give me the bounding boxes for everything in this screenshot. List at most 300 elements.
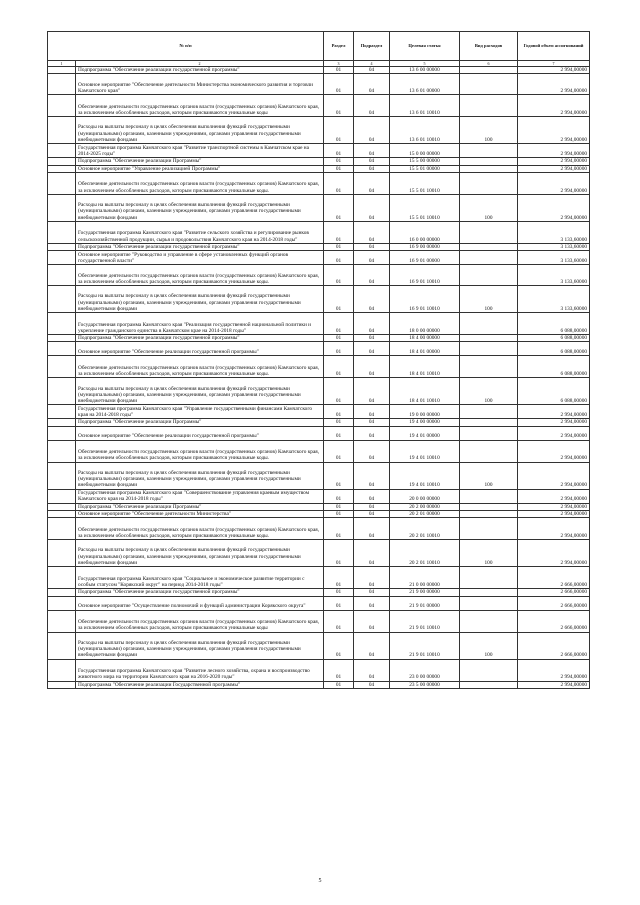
row-name-cell: Основное мероприятие "Управление реализацией Программы" <box>76 165 324 172</box>
row-expense-type-cell <box>460 243 518 250</box>
row-amount-cell: 2 994,00000 <box>518 503 590 510</box>
row-podrazdel-cell: 04 <box>354 462 390 489</box>
row-podrazdel-cell: 04 <box>354 426 390 440</box>
row-index-cell <box>48 172 76 194</box>
row-name-cell: Расходы на выплаты персоналу в целях обеспечения выполнения функций государственными (муниципальными) органами, казенными учреждениями, органами управления государственными внебюджетными фондами <box>76 286 324 313</box>
row-target-article-cell: 13 6 01 10010 <box>390 95 460 117</box>
row-podrazdel-cell: 04 <box>354 95 390 117</box>
table-row <box>48 194 590 221</box>
row-target-article-cell: 16 0 00 00000 <box>390 221 460 243</box>
row-expense-type-cell <box>460 518 518 540</box>
table-row <box>48 158 590 165</box>
row-expense-type-cell <box>460 67 518 74</box>
row-name-cell: Подпрограмма "Обеспечение реализации государственной программы" <box>76 335 324 342</box>
row-expense-type-cell <box>460 313 518 335</box>
row-expense-type-cell <box>460 440 518 462</box>
column-number: 3 <box>324 61 354 67</box>
row-podrazdel-cell: 04 <box>354 356 390 378</box>
row-index-cell <box>48 540 76 567</box>
row-expense-type-cell <box>460 265 518 286</box>
row-name-cell: Основное мероприятие "Обеспечение деятельности Министерства" <box>76 511 324 518</box>
row-target-article-cell: 19 4 01 00000 <box>390 426 460 440</box>
row-name-cell: Обеспечение деятельности государственных органов власти (государственных органов) Камчатского края, за исключением обособленных расходов, которым присваиваются уникальные коды. <box>76 518 324 540</box>
row-amount-cell: 2 994,00000 <box>518 426 590 440</box>
row-expense-type-cell <box>460 221 518 243</box>
row-target-article-cell: 16 9 01 10010 <box>390 286 460 313</box>
row-name-cell: Расходы на выплаты персоналу в целях обеспечения выполнения функций государственными (муниципальными) органами, казенными учреждениями, органами управления государственными внебюджетными фондами <box>76 540 324 567</box>
row-amount-cell: 2 994,00000 <box>518 659 590 681</box>
table-row <box>48 251 590 265</box>
row-amount-cell: 2 994,00000 <box>518 165 590 172</box>
row-index-cell <box>48 462 76 489</box>
table-row <box>48 632 590 659</box>
row-podrazdel-cell: 04 <box>354 265 390 286</box>
row-expense-type-cell <box>460 489 518 503</box>
row-target-article-cell: 19 4 01 10010 <box>390 440 460 462</box>
row-razdel-cell: 01 <box>324 95 354 117</box>
row-expense-type-cell <box>460 356 518 378</box>
row-name-cell: Подпрограмма "Обеспечение реализации Программы" <box>76 158 324 165</box>
row-target-article-cell: 18 4 00 00000 <box>390 335 460 342</box>
table-row <box>48 405 590 419</box>
row-expense-type-cell <box>460 165 518 172</box>
row-target-article-cell: 16 9 01 00000 <box>390 251 460 265</box>
row-target-article-cell: 20 0 00 00000 <box>390 489 460 503</box>
table-row <box>48 540 590 567</box>
row-index-cell <box>48 221 76 243</box>
table-row <box>48 95 590 117</box>
row-index-cell <box>48 74 76 95</box>
row-expense-type-cell <box>460 589 518 596</box>
table-row <box>48 313 590 335</box>
table-row <box>48 265 590 286</box>
row-podrazdel-cell: 04 <box>354 67 390 74</box>
row-amount-cell: 6 088,00000 <box>518 378 590 405</box>
row-razdel-cell: 01 <box>324 511 354 518</box>
row-index-cell <box>48 426 76 440</box>
table-row <box>48 117 590 144</box>
row-amount-cell: 2 994,00000 <box>518 74 590 95</box>
row-name-cell: Обеспечение деятельности государственных органов власти (государственных органов) Камчатского края, за исключением обособленных расходов, которым присваиваются уникальные коды. <box>76 440 324 462</box>
row-name-cell: Подпрограмма "Обеспечение реализации государственной программы" <box>76 67 324 74</box>
row-podrazdel-cell: 04 <box>354 681 390 688</box>
table-row <box>48 356 590 378</box>
row-razdel-cell: 01 <box>324 165 354 172</box>
row-expense-type-cell <box>460 659 518 681</box>
row-amount-cell: 3 133,60000 <box>518 221 590 243</box>
row-razdel-cell: 01 <box>324 405 354 419</box>
row-podrazdel-cell: 04 <box>354 378 390 405</box>
row-target-article-cell: 19 4 01 10010 <box>390 462 460 489</box>
row-amount-cell: 2 994,00000 <box>518 117 590 144</box>
row-expense-type-cell <box>460 426 518 440</box>
row-amount-cell: 2 994,00000 <box>518 158 590 165</box>
row-target-article-cell: 15 0 00 00000 <box>390 144 460 158</box>
row-index-cell <box>48 286 76 313</box>
row-name-cell: Расходы на выплаты персоналу в целях обеспечения выполнения функций государственными (муниципальными) органами, казенными учреждениями, органами управления государственными внебюджетными фондами <box>76 194 324 221</box>
row-expense-type-cell: 100 <box>460 632 518 659</box>
row-razdel-cell: 01 <box>324 67 354 74</box>
row-expense-type-cell <box>460 511 518 518</box>
row-amount-cell: 2 666,00000 <box>518 589 590 596</box>
column-number: 1 <box>48 61 76 67</box>
row-target-article-cell: 21 9 01 00000 <box>390 596 460 610</box>
header-row <box>48 32 590 61</box>
row-name-cell: Расходы на выплаты персоналу в целях обеспечения выполнения функций государственными (муниципальными) органами, казенными учреждениями, органами управления государственными внебюджетными фондами <box>76 462 324 489</box>
row-name-cell: Основное мероприятие "Обеспечение деятельности Министерства экономического развития и торговли Камчатского края" <box>76 74 324 95</box>
row-amount-cell: 3 133,60000 <box>518 286 590 313</box>
row-amount-cell: 2 994,00000 <box>518 462 590 489</box>
table-row <box>48 419 590 426</box>
row-razdel-cell: 01 <box>324 117 354 144</box>
row-name-cell: Государственная программа Камчатского края "Развитие транспортной системы в Камчатском крае на 2014-2025 годы" <box>76 144 324 158</box>
table-row <box>48 681 590 688</box>
row-amount-cell: 3 133,60000 <box>518 251 590 265</box>
row-target-article-cell: 15 5 01 00000 <box>390 165 460 172</box>
row-razdel-cell: 01 <box>324 596 354 610</box>
table-row <box>48 335 590 342</box>
row-podrazdel-cell: 04 <box>354 632 390 659</box>
row-podrazdel-cell: 04 <box>354 405 390 419</box>
row-amount-cell: 6 088,00000 <box>518 335 590 342</box>
table-row <box>48 165 590 172</box>
row-index-cell <box>48 95 76 117</box>
row-expense-type-cell: 100 <box>460 117 518 144</box>
row-amount-cell: 2 994,00000 <box>518 440 590 462</box>
row-index-cell <box>48 681 76 688</box>
row-razdel-cell: 01 <box>324 540 354 567</box>
table-row <box>48 610 590 632</box>
row-razdel-cell: 01 <box>324 194 354 221</box>
table-row <box>48 518 590 540</box>
row-target-article-cell: 23 5 00 00000 <box>390 681 460 688</box>
row-index-cell <box>48 518 76 540</box>
row-target-article-cell: 18 4 01 10010 <box>390 356 460 378</box>
row-name-cell: Подпрограмма "Обеспечение реализации Программы" <box>76 419 324 426</box>
row-amount-cell: 2 994,00000 <box>518 540 590 567</box>
row-index-cell <box>48 589 76 596</box>
row-amount-cell: 2 994,00000 <box>518 172 590 194</box>
row-index-cell <box>48 67 76 74</box>
budget-table <box>47 31 590 689</box>
row-index-cell <box>48 610 76 632</box>
header-target-article: Целевая статья <box>390 32 460 61</box>
row-podrazdel-cell: 04 <box>354 286 390 313</box>
column-number: 2 <box>76 61 324 67</box>
row-name-cell: Обеспечение деятельности государственных органов власти (государственных органов) Камчатского края, за исключением обособленных расходов, которым присваиваются уникальные коды. <box>76 356 324 378</box>
row-index-cell <box>48 144 76 158</box>
row-target-article-cell: 13 6 01 00000 <box>390 74 460 95</box>
row-podrazdel-cell: 04 <box>354 596 390 610</box>
row-razdel-cell: 01 <box>324 313 354 335</box>
row-razdel-cell: 01 <box>324 632 354 659</box>
row-target-article-cell: 21 9 01 10010 <box>390 610 460 632</box>
row-index-cell <box>48 659 76 681</box>
table-row <box>48 440 590 462</box>
row-target-article-cell: 15 5 01 10010 <box>390 172 460 194</box>
row-razdel-cell: 01 <box>324 489 354 503</box>
row-podrazdel-cell: 04 <box>354 419 390 426</box>
row-amount-cell: 2 994,00000 <box>518 419 590 426</box>
table-row <box>48 567 590 589</box>
table-row <box>48 286 590 313</box>
row-expense-type-cell <box>460 251 518 265</box>
row-name-cell: Государственная программа Камчатского края "Развитие сельского хозяйства и регулирование рынков сельскохозяйственной продукции, сырья и продовольствия Камчатского края на 2014-2018 годы" <box>76 221 324 243</box>
row-expense-type-cell <box>460 158 518 165</box>
row-razdel-cell: 01 <box>324 589 354 596</box>
row-index-cell <box>48 489 76 503</box>
row-expense-type-cell <box>460 567 518 589</box>
column-number: 6 <box>460 61 518 67</box>
row-name-cell: Расходы на выплаты персоналу в целях обеспечения выполнения функций государственными (муниципальными) органами, казенными учреждениями, органами управления государственными внебюджетными фондами <box>76 117 324 144</box>
column-number: 4 <box>354 61 390 67</box>
row-podrazdel-cell: 04 <box>354 243 390 250</box>
column-number: 7 <box>518 61 590 67</box>
row-index-cell <box>48 440 76 462</box>
row-amount-cell: 2 994,00000 <box>518 518 590 540</box>
row-target-article-cell: 13 6 00 00000 <box>390 67 460 74</box>
row-amount-cell: 2 994,00000 <box>518 144 590 158</box>
row-expense-type-cell: 100 <box>460 378 518 405</box>
row-razdel-cell: 01 <box>324 265 354 286</box>
row-razdel-cell: 01 <box>324 567 354 589</box>
row-razdel-cell: 01 <box>324 74 354 95</box>
row-index-cell <box>48 194 76 221</box>
row-index-cell <box>48 342 76 356</box>
row-name-cell: Подпрограмма "Обеспечение реализации Программы" <box>76 503 324 510</box>
row-amount-cell: 2 666,00000 <box>518 567 590 589</box>
row-podrazdel-cell: 04 <box>354 221 390 243</box>
page-number: 5 <box>318 878 322 884</box>
row-podrazdel-cell: 04 <box>354 489 390 503</box>
row-amount-cell: 2 994,00000 <box>518 405 590 419</box>
row-index-cell <box>48 503 76 510</box>
row-index-cell <box>48 265 76 286</box>
table-row <box>48 144 590 158</box>
table-body <box>48 67 590 689</box>
row-podrazdel-cell: 04 <box>354 610 390 632</box>
row-podrazdel-cell: 04 <box>354 74 390 95</box>
row-expense-type-cell <box>460 172 518 194</box>
row-podrazdel-cell: 04 <box>354 335 390 342</box>
table-row <box>48 426 590 440</box>
row-amount-cell: 2 994,00000 <box>518 95 590 117</box>
row-name-cell: Государственная программа Камчатского края "Совершенствование управления краевым имуществом Камчатского края на 2014-2018 годы" <box>76 489 324 503</box>
row-expense-type-cell <box>460 144 518 158</box>
row-amount-cell: 2 666,00000 <box>518 632 590 659</box>
table-row <box>48 589 590 596</box>
row-expense-type-cell <box>460 74 518 95</box>
row-razdel-cell: 01 <box>324 681 354 688</box>
table-row <box>48 462 590 489</box>
row-target-article-cell: 18 0 00 00000 <box>390 313 460 335</box>
row-expense-type-cell <box>460 405 518 419</box>
row-expense-type-cell <box>460 419 518 426</box>
row-name-cell: Государственная программа Камчатского края "Управление государственными финансами Камчатского края на 2014-2018 годы" <box>76 405 324 419</box>
row-name-cell: Основное мероприятие "Осуществление полномочий и функций администрации Корякского округа" <box>76 596 324 610</box>
row-name-cell: Расходы на выплаты персоналу в целях обеспечения выполнения функций государственными (муниципальными) органами, казенными учреждениями, органами управления государственными внебюджетными фондами <box>76 378 324 405</box>
table-row <box>48 243 590 250</box>
row-razdel-cell: 01 <box>324 221 354 243</box>
row-name-cell: Подпрограмма "Обеспечение реализации Государственной программы" <box>76 681 324 688</box>
row-razdel-cell: 01 <box>324 440 354 462</box>
row-razdel-cell: 01 <box>324 378 354 405</box>
row-podrazdel-cell: 04 <box>354 165 390 172</box>
row-razdel-cell: 01 <box>324 426 354 440</box>
row-target-article-cell: 18 4 01 00000 <box>390 342 460 356</box>
row-target-article-cell: 18 4 01 10010 <box>390 378 460 405</box>
row-index-cell <box>48 378 76 405</box>
row-razdel-cell: 01 <box>324 286 354 313</box>
row-index-cell <box>48 165 76 172</box>
row-podrazdel-cell: 04 <box>354 503 390 510</box>
row-index-cell <box>48 405 76 419</box>
row-target-article-cell: 21 0 00 00000 <box>390 567 460 589</box>
row-razdel-cell: 01 <box>324 243 354 250</box>
row-amount-cell: 2 994,00000 <box>518 511 590 518</box>
row-amount-cell: 2 994,00000 <box>518 67 590 74</box>
table-row <box>48 659 590 681</box>
row-target-article-cell: 16 9 01 10010 <box>390 265 460 286</box>
row-name-cell: Основное мероприятие "Руководство и управление в сфере установленных функций органов государственной власти" <box>76 251 324 265</box>
row-expense-type-cell <box>460 503 518 510</box>
row-index-cell <box>48 356 76 378</box>
row-expense-type-cell: 100 <box>460 194 518 221</box>
row-name-cell: Основное мероприятие "Обеспечение реализации государственной программы" <box>76 342 324 356</box>
row-razdel-cell: 01 <box>324 144 354 158</box>
row-amount-cell: 2 994,00000 <box>518 681 590 688</box>
header-annual-amount: Годовой объем ассигнований <box>518 32 590 61</box>
header-podrazdel: Подраздел <box>354 32 390 61</box>
row-podrazdel-cell: 04 <box>354 659 390 681</box>
row-amount-cell: 2 666,00000 <box>518 596 590 610</box>
header-razdel: Раздел <box>324 32 354 61</box>
table-row <box>48 221 590 243</box>
row-target-article-cell: 20 2 00 00000 <box>390 503 460 510</box>
row-podrazdel-cell: 04 <box>354 518 390 540</box>
row-name-cell: Государственная программа Камчатского края "Социальное и экономическое развитие территории с особым статусом "Корякский округ" на период 2014-2018 годы" <box>76 567 324 589</box>
row-amount-cell: 2 994,00000 <box>518 194 590 221</box>
row-razdel-cell: 01 <box>324 158 354 165</box>
row-index-cell <box>48 243 76 250</box>
row-podrazdel-cell: 04 <box>354 313 390 335</box>
row-amount-cell: 3 133,60000 <box>518 265 590 286</box>
row-podrazdel-cell: 04 <box>354 158 390 165</box>
row-razdel-cell: 01 <box>324 419 354 426</box>
row-razdel-cell: 01 <box>324 251 354 265</box>
table-row <box>48 489 590 503</box>
row-podrazdel-cell: 04 <box>354 540 390 567</box>
header-number: № п/п <box>48 32 324 61</box>
row-podrazdel-cell: 04 <box>354 117 390 144</box>
row-name-cell: Государственная программа Камчатского края "Развитие лесного хозяйства, охрана и воспроизводство животного мира на территории Камчатского края на 2016-2020 годы" <box>76 659 324 681</box>
row-name-cell: Обеспечение деятельности государственных органов власти (государственных органов) Камчатского края, за исключением обособленных расходов, которым присваиваются уникальные коды <box>76 610 324 632</box>
row-name-cell: Обеспечение деятельности государственных органов власти (государственных органов) Камчатского края, за исключением обособленных расходов, которым присваиваются уникальные коды. <box>76 172 324 194</box>
row-index-cell <box>48 158 76 165</box>
row-podrazdel-cell: 04 <box>354 567 390 589</box>
row-target-article-cell: 20 2 01 10010 <box>390 540 460 567</box>
row-razdel-cell: 01 <box>324 335 354 342</box>
row-name-cell: Подпрограмма "Обеспечение реализации государственной программы" <box>76 589 324 596</box>
table-row <box>48 67 590 74</box>
row-target-article-cell: 20 2 01 10010 <box>390 518 460 540</box>
row-target-article-cell: 21 9 01 10010 <box>390 632 460 659</box>
row-razdel-cell: 01 <box>324 610 354 632</box>
header-expense-type: Вид расходов <box>460 32 518 61</box>
row-name-cell: Обеспечение деятельности государственных органов власти (государственных органов) Камчатского края, за исключением обособленных расходов, которым присваиваются уникальные коды <box>76 95 324 117</box>
row-expense-type-cell: 100 <box>460 286 518 313</box>
row-expense-type-cell <box>460 342 518 356</box>
row-podrazdel-cell: 04 <box>354 589 390 596</box>
row-razdel-cell: 01 <box>324 356 354 378</box>
row-target-article-cell: 21 9 00 00000 <box>390 589 460 596</box>
row-podrazdel-cell: 04 <box>354 251 390 265</box>
row-target-article-cell: 19 0 00 00000 <box>390 405 460 419</box>
table-row <box>48 74 590 95</box>
row-amount-cell: 6 088,00000 <box>518 342 590 356</box>
row-podrazdel-cell: 04 <box>354 440 390 462</box>
row-expense-type-cell: 100 <box>460 540 518 567</box>
row-razdel-cell: 01 <box>324 342 354 356</box>
row-index-cell <box>48 567 76 589</box>
row-target-article-cell: 19 4 00 00000 <box>390 419 460 426</box>
row-index-cell <box>48 632 76 659</box>
row-razdel-cell: 01 <box>324 503 354 510</box>
row-amount-cell: 6 088,00000 <box>518 356 590 378</box>
row-index-cell <box>48 511 76 518</box>
row-razdel-cell: 01 <box>324 518 354 540</box>
row-razdel-cell: 01 <box>324 659 354 681</box>
row-target-article-cell: 23 0 00 00000 <box>390 659 460 681</box>
table-row <box>48 342 590 356</box>
table-row <box>48 172 590 194</box>
row-expense-type-cell <box>460 596 518 610</box>
table-row <box>48 511 590 518</box>
table-row <box>48 378 590 405</box>
row-expense-type-cell <box>460 335 518 342</box>
row-podrazdel-cell: 04 <box>354 194 390 221</box>
row-podrazdel-cell: 04 <box>354 511 390 518</box>
row-name-cell: Подпрограмма "Обеспечение реализации государственной программы" <box>76 243 324 250</box>
row-amount-cell: 2 994,00000 <box>518 489 590 503</box>
row-name-cell: Государственная программа Камчатского края "Реализация государственной национальной политики и укрепление гражданского единства в Камчатском крае на 2014-2018 годы" <box>76 313 324 335</box>
row-target-article-cell: 13 6 01 10010 <box>390 117 460 144</box>
row-podrazdel-cell: 04 <box>354 172 390 194</box>
row-target-article-cell: 15 5 01 10010 <box>390 194 460 221</box>
row-razdel-cell: 01 <box>324 172 354 194</box>
row-target-article-cell: 15 5 00 00000 <box>390 158 460 165</box>
row-name-cell: Основное мероприятие "Обеспечение реализации государственной программы" <box>76 426 324 440</box>
row-expense-type-cell: 100 <box>460 462 518 489</box>
row-expense-type-cell <box>460 610 518 632</box>
row-expense-type-cell <box>460 95 518 117</box>
row-index-cell <box>48 335 76 342</box>
row-index-cell <box>48 419 76 426</box>
row-podrazdel-cell: 04 <box>354 342 390 356</box>
row-amount-cell: 2 666,00000 <box>518 610 590 632</box>
column-number: 5 <box>390 61 460 67</box>
row-target-article-cell: 16 9 00 00000 <box>390 243 460 250</box>
table-row <box>48 503 590 510</box>
row-podrazdel-cell: 04 <box>354 144 390 158</box>
row-index-cell <box>48 596 76 610</box>
row-name-cell: Расходы на выплаты персоналу в целях обеспечения выполнения функций государственными (муниципальными) органами, казенными учреждениями, органами управления государственными внебюджетными фондами <box>76 632 324 659</box>
row-expense-type-cell <box>460 681 518 688</box>
row-name-cell: Обеспечение деятельности государственных органов власти (государственных органов) Камчатского края, за исключением обособленных расходов, которым присваиваются уникальные коды. <box>76 265 324 286</box>
row-amount-cell: 6 088,00000 <box>518 313 590 335</box>
row-index-cell <box>48 251 76 265</box>
row-target-article-cell: 20 2 01 00000 <box>390 511 460 518</box>
